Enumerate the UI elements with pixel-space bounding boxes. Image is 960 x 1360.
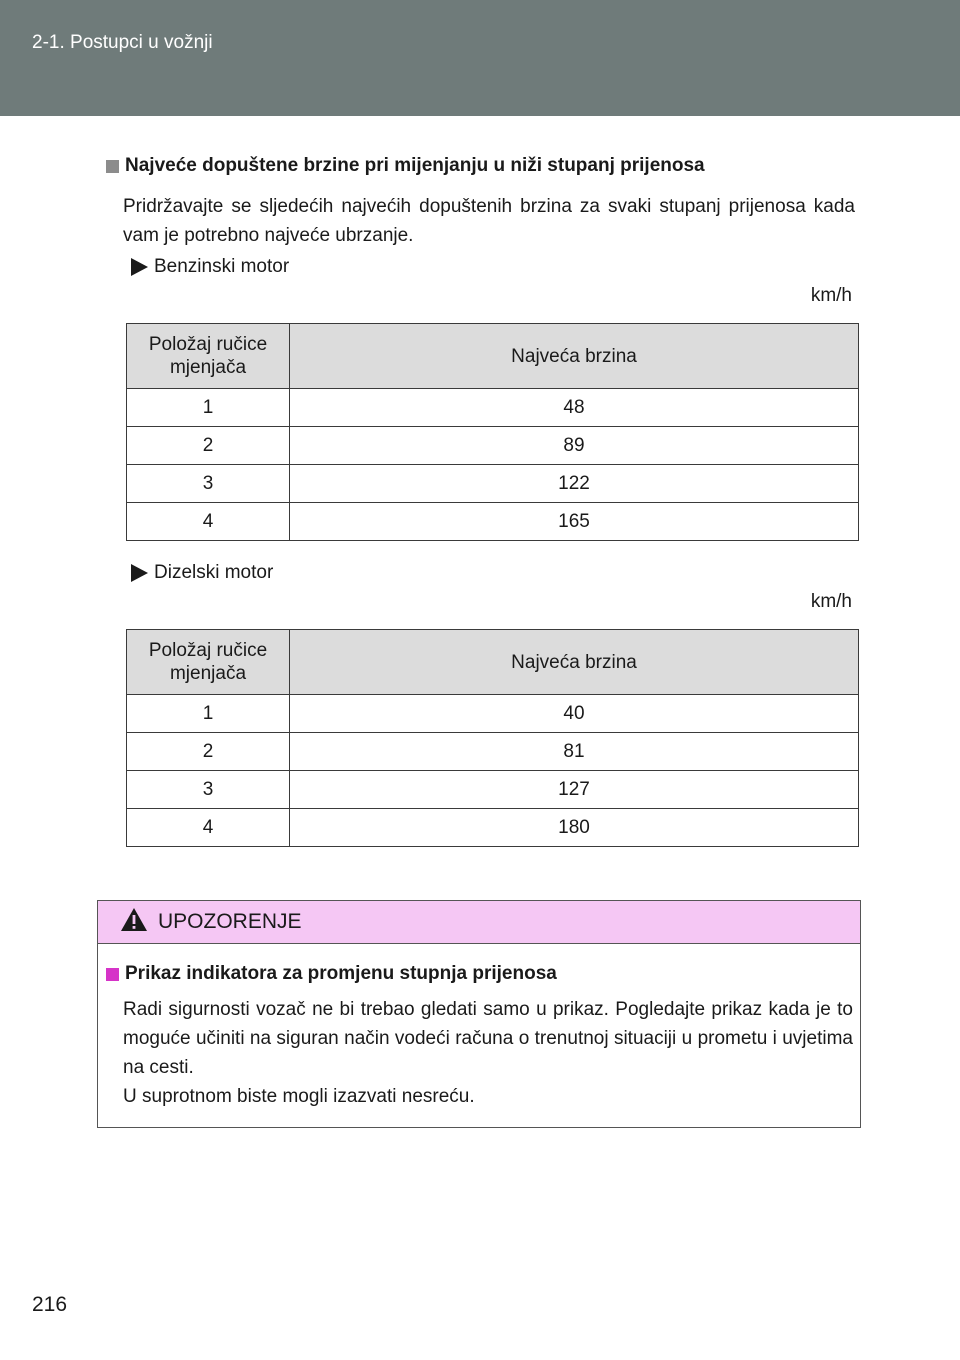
square-bullet-icon xyxy=(106,160,119,173)
table-row xyxy=(127,695,859,733)
diesel-heading xyxy=(131,562,273,584)
table-row xyxy=(127,503,859,541)
petrol-label: Benzinski motor xyxy=(154,256,290,277)
petrol-speed-table xyxy=(126,323,859,541)
warning-text xyxy=(123,995,853,1111)
table-row xyxy=(127,733,859,771)
page-number: 216 xyxy=(32,1293,68,1316)
table-row xyxy=(127,809,859,847)
warning-heading xyxy=(106,963,557,985)
table-row xyxy=(127,771,859,809)
section-title: 2-1. Postupci u vožnji xyxy=(32,32,213,53)
warning-title: UPOZORENJE xyxy=(158,910,302,933)
speed-cell: 127 xyxy=(290,771,859,809)
gear-header-line1: Položaj ručice xyxy=(148,640,268,661)
table-header-row xyxy=(127,630,859,695)
gear-header-line1: Položaj ručice xyxy=(148,334,268,355)
speed-cell: 89 xyxy=(290,427,859,465)
diesel-speed-table xyxy=(126,629,859,847)
warning-box xyxy=(97,900,861,1128)
gear-cell: 2 xyxy=(127,733,290,771)
diesel-label: Dizelski motor xyxy=(154,562,274,583)
gear-column-header xyxy=(127,324,290,389)
square-bullet-icon xyxy=(106,968,119,981)
gear-cell: 1 xyxy=(127,695,290,733)
table-row xyxy=(127,389,859,427)
diesel-unit: km/h xyxy=(810,591,852,612)
petrol-heading xyxy=(131,256,289,278)
warning-heading-text: Prikaz indikatora za promjenu stupnja prijenosa xyxy=(125,963,557,984)
gear-cell: 4 xyxy=(127,809,290,847)
speed-cell: 40 xyxy=(290,695,859,733)
gear-header-line2: mjenjača xyxy=(169,663,247,684)
speed-column-header: Najveća brzina xyxy=(290,324,859,389)
section-heading xyxy=(106,155,705,177)
gear-cell: 3 xyxy=(127,465,290,503)
section-heading-text: Najveće dopuštene brzine pri mijenjanju u niži stupanj prijenosa xyxy=(125,155,705,176)
warning-triangle-icon xyxy=(120,907,148,938)
speed-cell: 48 xyxy=(290,389,859,427)
warning-header xyxy=(98,901,860,944)
section-paragraph: Pridržavajte se sljedećih najvećih dopuštenih brzina za svaki stupanj prijenosa kada vam je potrebno najveće ubrzanje. xyxy=(123,196,855,246)
speed-cell: 180 xyxy=(290,809,859,847)
speed-cell: 165 xyxy=(290,503,859,541)
table-row xyxy=(127,427,859,465)
triangle-bullet-icon xyxy=(131,564,148,582)
triangle-bullet-icon xyxy=(131,258,148,276)
warning-paragraph-2: U suprotnom biste mogli izazvati nesreću. xyxy=(123,1086,475,1107)
table-row xyxy=(127,465,859,503)
petrol-unit: km/h xyxy=(810,285,852,306)
gear-header-line2: mjenjača xyxy=(169,357,247,378)
speed-cell: 81 xyxy=(290,733,859,771)
warning-paragraph: Radi sigurnosti vozač ne bi trebao gledati samo u prikaz. Pogledajte prikaz kada je to moguće učiniti na siguran način vodeći računa o trenutnoj situaciji u prometu i uvjetima na cesti. xyxy=(123,999,853,1078)
gear-column-header xyxy=(127,630,290,695)
page-header xyxy=(0,0,960,116)
gear-cell: 1 xyxy=(127,389,290,427)
gear-cell: 2 xyxy=(127,427,290,465)
gear-cell: 3 xyxy=(127,771,290,809)
speed-cell: 122 xyxy=(290,465,859,503)
speed-column-header: Najveća brzina xyxy=(290,630,859,695)
gear-cell: 4 xyxy=(127,503,290,541)
table-header-row xyxy=(127,324,859,389)
